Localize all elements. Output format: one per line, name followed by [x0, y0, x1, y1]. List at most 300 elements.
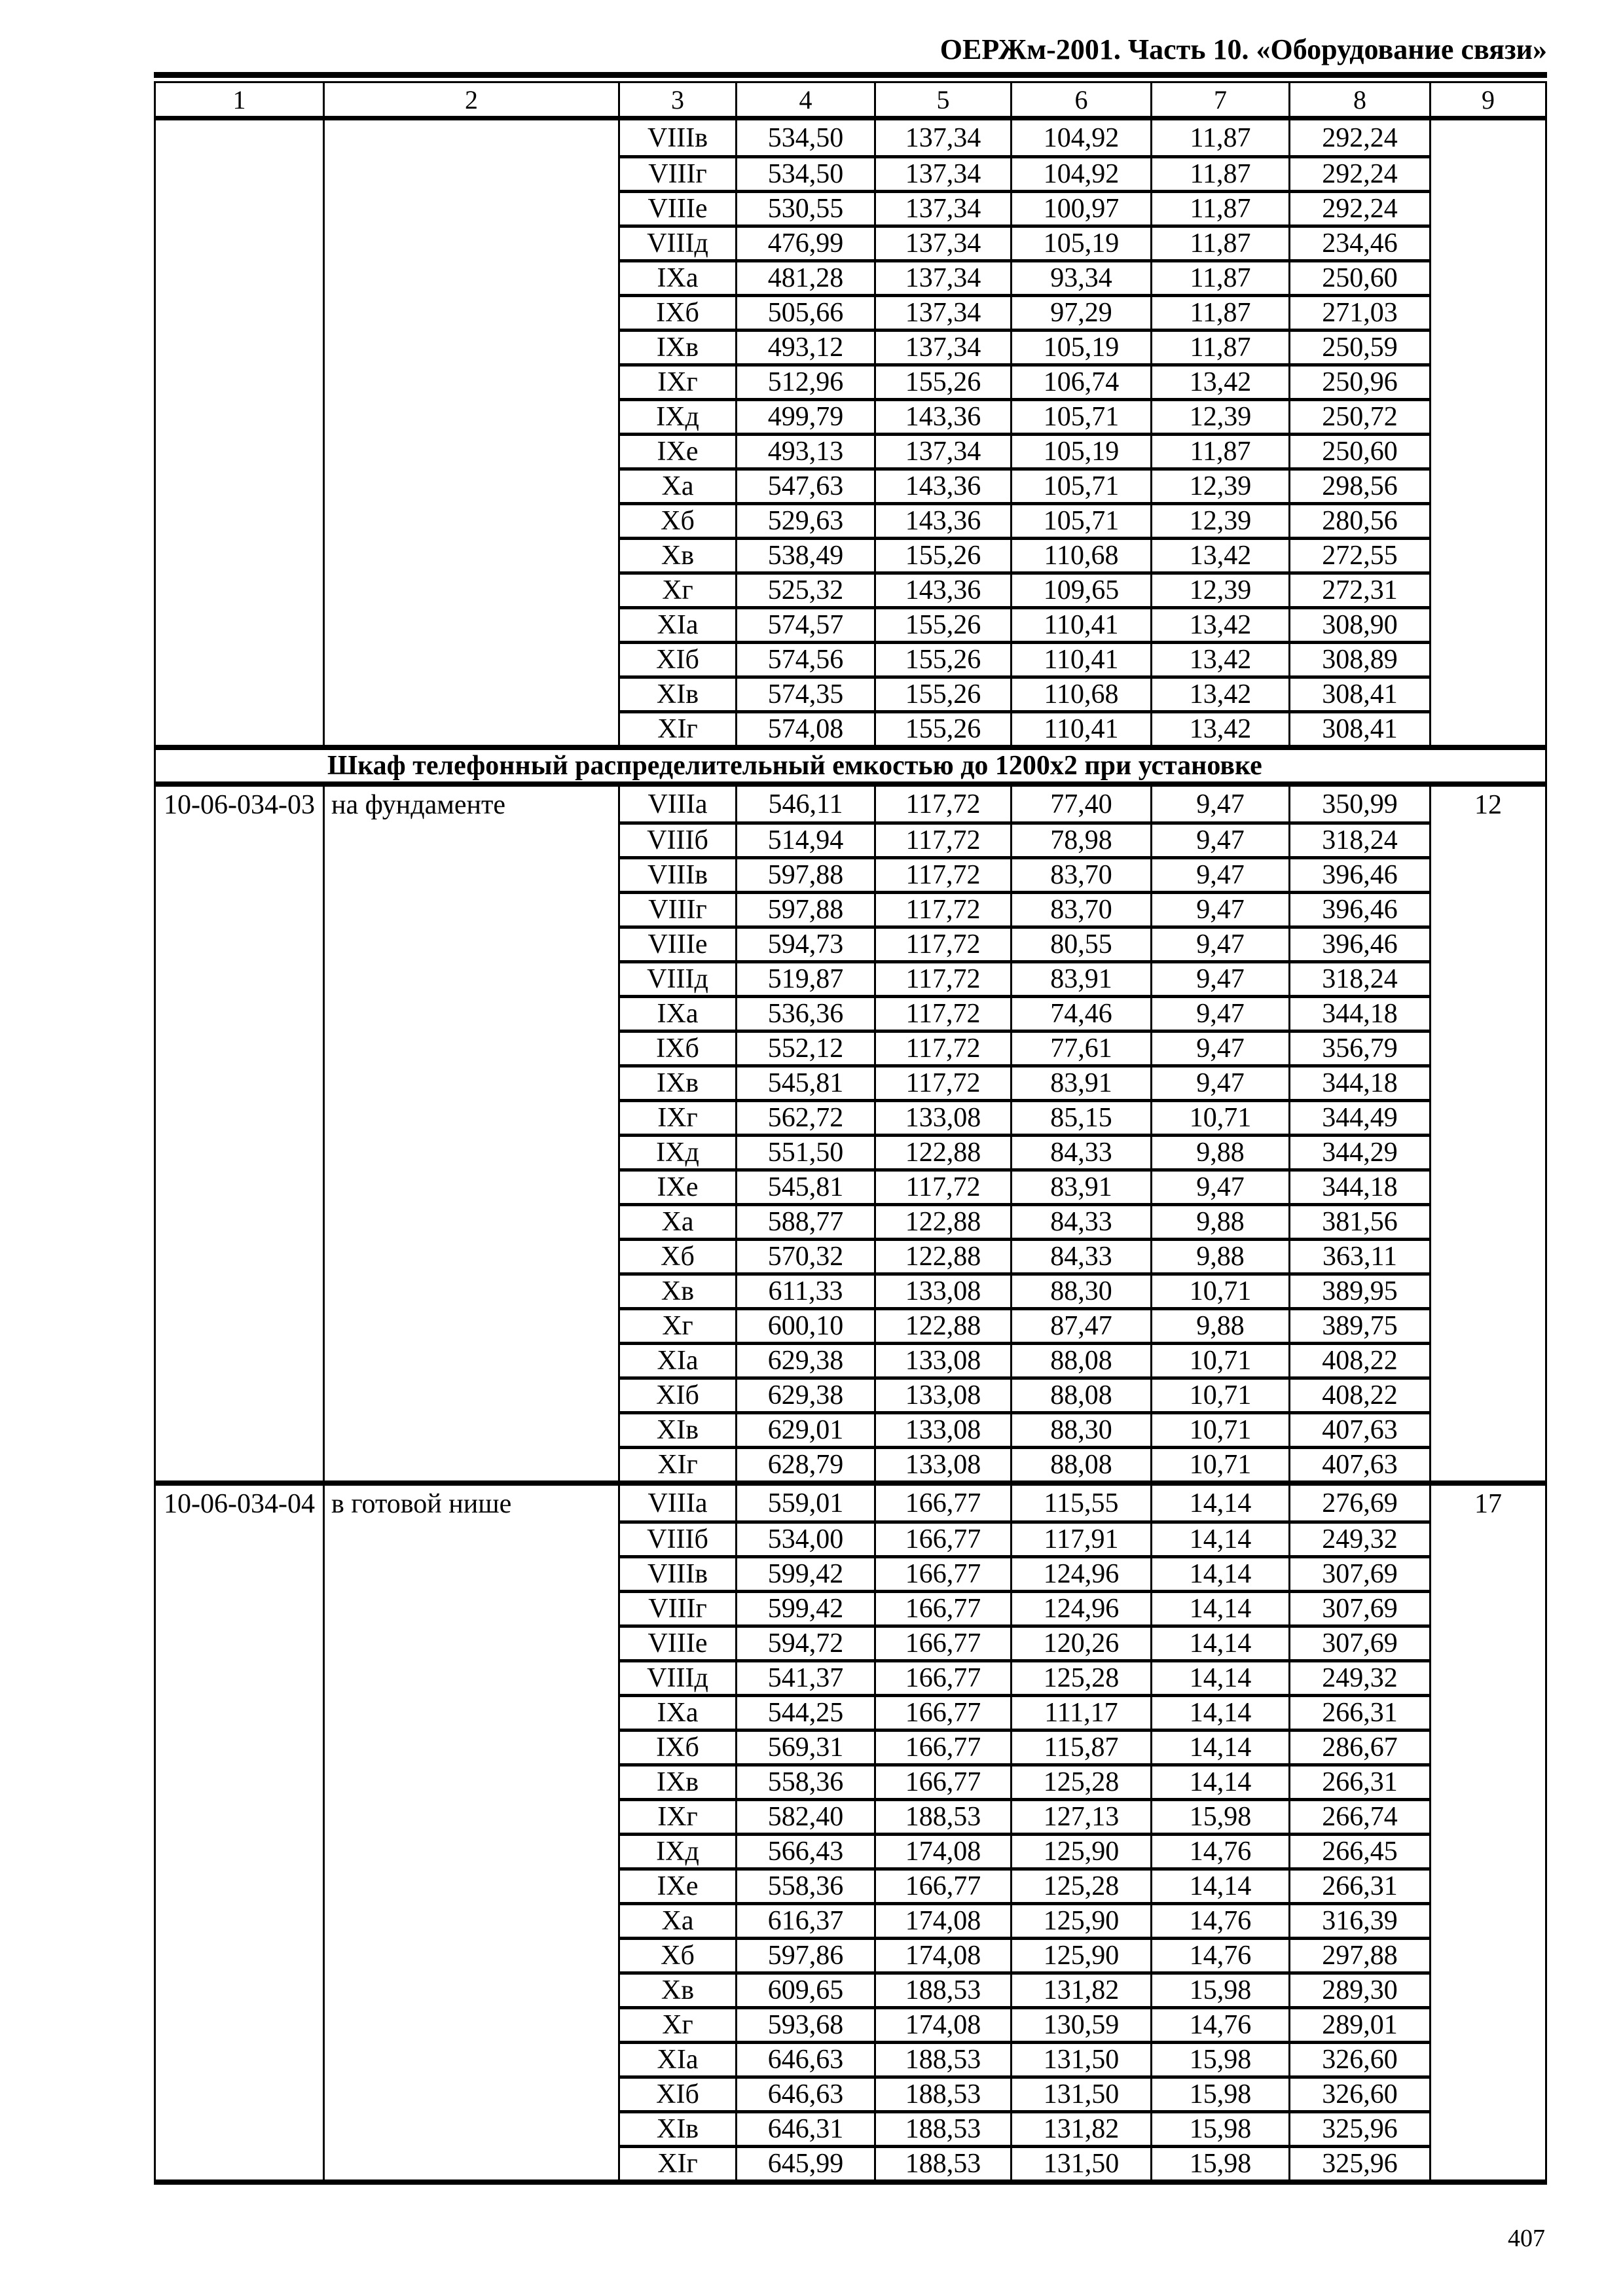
value-cell: 13,42	[1150, 710, 1288, 745]
zone-cell: Xб	[618, 502, 735, 537]
zone-cell: XIа	[618, 606, 735, 641]
zone-cell: Xв	[618, 1971, 735, 2006]
value-cell: 127,13	[1010, 1798, 1150, 1833]
value-cell: 133,08	[874, 1272, 1010, 1307]
group-header-row: Шкаф телефонный распределительный емкостью до 1200х2 при установке	[156, 745, 1545, 781]
value-cell: 10,71	[1150, 1446, 1288, 1480]
value-cell: 155,26	[874, 363, 1010, 398]
value-cell: 9,47	[1150, 1030, 1288, 1064]
zone-cell: VIIIв	[618, 856, 735, 891]
value-cell: 117,72	[874, 821, 1010, 856]
value-cell: 344,49	[1288, 1099, 1429, 1134]
value-cell: 174,08	[874, 2006, 1010, 2041]
value-cell: 9,47	[1150, 1168, 1288, 1203]
value-cell: 558,36	[735, 1763, 874, 1798]
zone-cell: Xа	[618, 467, 735, 502]
value-cell: 574,08	[735, 710, 874, 745]
value-cell: 562,72	[735, 1099, 874, 1134]
document-header: ОЕРЖм-2001. Часть 10. «Оборудование связи»	[939, 33, 1547, 65]
value-cell: 611,33	[735, 1272, 874, 1307]
value-cell: 166,77	[874, 1555, 1010, 1590]
value-cell: 9,47	[1150, 960, 1288, 995]
value-cell: 407,63	[1288, 1446, 1429, 1480]
value-cell: 646,31	[735, 2110, 874, 2145]
value-cell: 143,36	[874, 571, 1010, 606]
value-cell: 9,47	[1150, 1064, 1288, 1099]
value-cell: 552,12	[735, 1030, 874, 1064]
value-cell: 15,98	[1150, 2041, 1288, 2075]
value-cell: 133,08	[874, 1099, 1010, 1134]
code-cell: 10-06-034-04	[164, 1489, 315, 1519]
value-cell: 609,65	[735, 1971, 874, 2006]
zone-cell: VIIIг	[618, 155, 735, 190]
value-cell: 381,56	[1288, 1203, 1429, 1238]
value-cell: 326,60	[1288, 2075, 1429, 2110]
value-cell: 600,10	[735, 1307, 874, 1342]
zone-cell: IXд	[618, 1134, 735, 1168]
zone-cell: VIIIд	[618, 224, 735, 259]
value-cell: 559,01	[735, 1486, 874, 1520]
zone-cell: XIб	[618, 2075, 735, 2110]
value-cell: 100,97	[1010, 190, 1150, 224]
value-cell: 512,96	[735, 363, 874, 398]
value-cell: 15,98	[1150, 2110, 1288, 2145]
value-cell: 84,33	[1010, 1238, 1150, 1272]
value-cell: 188,53	[874, 1971, 1010, 2006]
value-cell: 9,47	[1150, 787, 1288, 821]
value-cell: 11,87	[1150, 120, 1288, 155]
value-cell: 9,47	[1150, 995, 1288, 1030]
value-cell: 10,71	[1150, 1342, 1288, 1376]
value-cell: 166,77	[874, 1694, 1010, 1729]
value-cell: 143,36	[874, 467, 1010, 502]
value-cell: 12,39	[1150, 502, 1288, 537]
value-cell: 137,34	[874, 155, 1010, 190]
value-cell: 266,45	[1288, 1833, 1429, 1867]
zone-cell: IXг	[618, 1798, 735, 1833]
value-cell: 599,42	[735, 1555, 874, 1590]
value-cell: 88,08	[1010, 1446, 1150, 1480]
value-cell: 646,63	[735, 2075, 874, 2110]
value-cell: 137,34	[874, 294, 1010, 329]
value-cell: 117,91	[1010, 1520, 1150, 1555]
value-cell: 12,39	[1150, 571, 1288, 606]
value-cell: 10,71	[1150, 1411, 1288, 1446]
value-cell: 166,77	[874, 1624, 1010, 1659]
value-cell: 582,40	[735, 1798, 874, 1833]
value-cell: 125,90	[1010, 1937, 1150, 1971]
value-cell: 234,46	[1288, 224, 1429, 259]
value-cell: 166,77	[874, 1729, 1010, 1763]
value-cell: 143,36	[874, 398, 1010, 433]
table-body	[154, 81, 1547, 2185]
zone-cell: Xг	[618, 571, 735, 606]
value-cell: 616,37	[735, 1902, 874, 1937]
value-cell: 546,11	[735, 787, 874, 821]
zone-cell: IXб	[618, 1030, 735, 1064]
zone-cell: IXа	[618, 259, 735, 294]
value-cell: 14,14	[1150, 1694, 1288, 1729]
zone-cell: VIIIг	[618, 1590, 735, 1624]
value-cell: 350,99	[1288, 787, 1429, 821]
value-cell: 97,29	[1010, 294, 1150, 329]
value-cell: 137,34	[874, 120, 1010, 155]
value-cell: 325,96	[1288, 2145, 1429, 2179]
value-cell: 529,63	[735, 502, 874, 537]
value-cell: 307,69	[1288, 1555, 1429, 1590]
value-cell: 525,32	[735, 571, 874, 606]
code-cell: 10-06-034-03	[164, 790, 315, 820]
value-cell: 13,42	[1150, 363, 1288, 398]
value-cell: 646,63	[735, 2041, 874, 2075]
value-cell: 133,08	[874, 1342, 1010, 1376]
value-cell: 271,03	[1288, 294, 1429, 329]
value-cell: 130,59	[1010, 2006, 1150, 2041]
table-section	[156, 120, 1545, 745]
value-cell: 534,00	[735, 1520, 874, 1555]
value-cell: 155,26	[874, 606, 1010, 641]
value-cell: 166,77	[874, 1659, 1010, 1694]
zone-cell: VIIIе	[618, 1624, 735, 1659]
value-cell: 574,35	[735, 675, 874, 710]
value-cell: 493,13	[735, 433, 874, 467]
zone-cell: Xб	[618, 1238, 735, 1272]
zone-cell: VIIIд	[618, 1659, 735, 1694]
value-cell: 105,19	[1010, 433, 1150, 467]
value-cell: 476,99	[735, 224, 874, 259]
value-cell: 628,79	[735, 1446, 874, 1480]
value-cell: 9,47	[1150, 891, 1288, 925]
column-number-cell: 2	[323, 83, 618, 116]
value-cell: 13,42	[1150, 641, 1288, 675]
value-cell: 117,72	[874, 995, 1010, 1030]
column-number-cell: 3	[618, 83, 735, 116]
value-cell: 174,08	[874, 1902, 1010, 1937]
value-cell: 594,72	[735, 1624, 874, 1659]
value-cell: 629,01	[735, 1411, 874, 1446]
zone-cell: XIг	[618, 1446, 735, 1480]
column-number-cell: 4	[735, 83, 874, 116]
value-cell: 545,81	[735, 1168, 874, 1203]
value-cell: 117,72	[874, 787, 1010, 821]
value-cell: 566,43	[735, 1833, 874, 1867]
zone-cell: VIIIа	[618, 1486, 735, 1520]
value-cell: 78,98	[1010, 821, 1150, 856]
quantity-cell	[1429, 120, 1545, 745]
value-cell: 110,41	[1010, 710, 1150, 745]
value-cell: 297,88	[1288, 1937, 1429, 1971]
page-number: 407	[1508, 2225, 1545, 2252]
zone-cell: XIб	[618, 1376, 735, 1411]
value-cell: 15,98	[1150, 2145, 1288, 2179]
value-cell: 188,53	[874, 2075, 1010, 2110]
value-cell: 14,14	[1150, 1590, 1288, 1624]
value-cell: 117,72	[874, 891, 1010, 925]
value-cell: 14,76	[1150, 2006, 1288, 2041]
value-cell: 272,31	[1288, 571, 1429, 606]
value-cell: 11,87	[1150, 294, 1288, 329]
value-cell: 117,72	[874, 1168, 1010, 1203]
value-cell: 249,32	[1288, 1520, 1429, 1555]
value-cell: 120,26	[1010, 1624, 1150, 1659]
value-cell: 188,53	[874, 2145, 1010, 2179]
zone-cell: Xв	[618, 537, 735, 571]
column-number-cell: 9	[1429, 83, 1545, 116]
value-cell: 266,74	[1288, 1798, 1429, 1833]
value-cell: 14,14	[1150, 1624, 1288, 1659]
zone-cell: XIб	[618, 641, 735, 675]
value-cell: 597,88	[735, 891, 874, 925]
zone-cell: Xг	[618, 1307, 735, 1342]
value-cell: 117,72	[874, 1064, 1010, 1099]
value-cell: 250,60	[1288, 433, 1429, 467]
zone-cell: XIг	[618, 710, 735, 745]
value-cell: 250,72	[1288, 398, 1429, 433]
value-cell: 110,41	[1010, 606, 1150, 641]
value-cell: 117,72	[874, 856, 1010, 891]
value-cell: 83,91	[1010, 960, 1150, 995]
quantity-cell: 17	[1429, 1486, 1545, 2179]
value-cell: 11,87	[1150, 329, 1288, 363]
value-cell: 266,31	[1288, 1763, 1429, 1798]
value-cell: 499,79	[735, 398, 874, 433]
table-top-rule	[154, 72, 1547, 78]
value-cell: 110,68	[1010, 537, 1150, 571]
value-cell: 105,19	[1010, 329, 1150, 363]
zone-cell: VIIIб	[618, 821, 735, 856]
value-cell: 131,50	[1010, 2041, 1150, 2075]
column-number-cell: 1	[232, 84, 246, 115]
value-cell: 534,50	[735, 120, 874, 155]
value-cell: 155,26	[874, 641, 1010, 675]
zone-cell: VIIIе	[618, 925, 735, 960]
value-cell: 481,28	[735, 259, 874, 294]
value-cell: 292,24	[1288, 190, 1429, 224]
value-cell: 166,77	[874, 1590, 1010, 1624]
value-cell: 85,15	[1010, 1099, 1150, 1134]
value-cell: 13,42	[1150, 606, 1288, 641]
value-cell: 558,36	[735, 1867, 874, 1902]
value-cell: 11,87	[1150, 224, 1288, 259]
value-cell: 407,63	[1288, 1411, 1429, 1446]
value-cell: 534,50	[735, 155, 874, 190]
value-cell: 276,69	[1288, 1486, 1429, 1520]
value-cell: 570,32	[735, 1238, 874, 1272]
value-cell: 166,77	[874, 1867, 1010, 1902]
value-cell: 83,70	[1010, 856, 1150, 891]
value-cell: 14,76	[1150, 1833, 1288, 1867]
value-cell: 318,24	[1288, 821, 1429, 856]
value-cell: 272,55	[1288, 537, 1429, 571]
value-cell: 280,56	[1288, 502, 1429, 537]
value-cell: 105,71	[1010, 398, 1150, 433]
zone-cell: IXб	[618, 294, 735, 329]
description-cell: на фундаменте	[323, 787, 618, 1480]
value-cell: 174,08	[874, 1937, 1010, 1971]
value-cell: 80,55	[1010, 925, 1150, 960]
value-cell: 109,65	[1010, 571, 1150, 606]
value-cell: 308,41	[1288, 710, 1429, 745]
description-cell	[323, 120, 618, 745]
value-cell: 137,34	[874, 433, 1010, 467]
zone-cell: IXв	[618, 329, 735, 363]
zone-cell: IXв	[618, 1763, 735, 1798]
zone-cell: XIг	[618, 2145, 735, 2179]
value-cell: 505,66	[735, 294, 874, 329]
zone-cell: VIIIа	[618, 787, 735, 821]
value-cell: 131,82	[1010, 1971, 1150, 2006]
value-cell: 122,88	[874, 1134, 1010, 1168]
estimates-table	[154, 72, 1547, 2185]
value-cell: 289,01	[1288, 2006, 1429, 2041]
quantity-cell: 12	[1429, 787, 1545, 1480]
zone-cell: IXд	[618, 398, 735, 433]
value-cell: 166,77	[874, 1486, 1010, 1520]
value-cell: 131,50	[1010, 2145, 1150, 2179]
value-cell: 83,70	[1010, 891, 1150, 925]
value-cell: 250,59	[1288, 329, 1429, 363]
value-cell: 15,98	[1150, 1798, 1288, 1833]
value-cell: 326,60	[1288, 2041, 1429, 2075]
value-cell: 14,14	[1150, 1520, 1288, 1555]
value-cell: 188,53	[874, 2041, 1010, 2075]
value-cell: 599,42	[735, 1590, 874, 1624]
value-cell: 629,38	[735, 1376, 874, 1411]
value-cell: 122,88	[874, 1238, 1010, 1272]
value-cell: 84,33	[1010, 1203, 1150, 1238]
value-cell: 344,18	[1288, 1064, 1429, 1099]
value-cell: 597,86	[735, 1937, 874, 1971]
value-cell: 88,30	[1010, 1272, 1150, 1307]
value-cell: 14,76	[1150, 1937, 1288, 1971]
zone-cell: Xв	[618, 1272, 735, 1307]
value-cell: 12,39	[1150, 467, 1288, 502]
column-number-cell: 5	[874, 83, 1010, 116]
value-cell: 77,40	[1010, 787, 1150, 821]
value-cell: 9,47	[1150, 925, 1288, 960]
column-number-cell: 6	[1010, 83, 1150, 116]
value-cell: 9,47	[1150, 821, 1288, 856]
zone-cell: Xа	[618, 1902, 735, 1937]
value-cell: 9,88	[1150, 1203, 1288, 1238]
value-cell: 250,96	[1288, 363, 1429, 398]
value-cell: 10,71	[1150, 1099, 1288, 1134]
column-number-cell: 8	[1288, 83, 1429, 116]
zone-cell: IXб	[618, 1729, 735, 1763]
zone-cell: IXа	[618, 1694, 735, 1729]
value-cell: 105,71	[1010, 467, 1150, 502]
value-cell: 536,36	[735, 995, 874, 1030]
zone-cell: VIIIв	[618, 120, 735, 155]
value-cell: 14,14	[1150, 1729, 1288, 1763]
value-cell: 84,33	[1010, 1134, 1150, 1168]
value-cell: 14,14	[1150, 1763, 1288, 1798]
value-cell: 396,46	[1288, 891, 1429, 925]
value-cell: 106,74	[1010, 363, 1150, 398]
value-cell: 645,99	[735, 2145, 874, 2179]
value-cell: 88,08	[1010, 1342, 1150, 1376]
value-cell: 188,53	[874, 1798, 1010, 1833]
value-cell: 9,88	[1150, 1134, 1288, 1168]
value-cell: 389,95	[1288, 1272, 1429, 1307]
value-cell: 115,55	[1010, 1486, 1150, 1520]
description-cell: в готовой нише	[323, 1486, 618, 2179]
value-cell: 88,08	[1010, 1376, 1150, 1411]
value-cell: 530,55	[735, 190, 874, 224]
code-cell	[156, 120, 323, 745]
value-cell: 77,61	[1010, 1030, 1150, 1064]
value-cell: 131,82	[1010, 2110, 1150, 2145]
value-cell: 111,17	[1010, 1694, 1150, 1729]
zone-cell: IXг	[618, 363, 735, 398]
value-cell: 87,47	[1010, 1307, 1150, 1342]
value-cell: 117,72	[874, 925, 1010, 960]
value-cell: 83,91	[1010, 1168, 1150, 1203]
value-cell: 166,77	[874, 1520, 1010, 1555]
value-cell: 574,56	[735, 641, 874, 675]
value-cell: 155,26	[874, 710, 1010, 745]
zone-cell: XIа	[618, 2041, 735, 2075]
table-section	[156, 1480, 1545, 2179]
value-cell: 316,39	[1288, 1902, 1429, 1937]
value-cell: 545,81	[735, 1064, 874, 1099]
value-cell: 143,36	[874, 502, 1010, 537]
zone-cell: Xа	[618, 1203, 735, 1238]
table-header-row	[156, 83, 1545, 120]
value-cell: 308,90	[1288, 606, 1429, 641]
value-cell: 88,30	[1010, 1411, 1150, 1446]
value-cell: 11,87	[1150, 190, 1288, 224]
value-cell: 9,88	[1150, 1307, 1288, 1342]
value-cell: 74,46	[1010, 995, 1150, 1030]
value-cell: 93,34	[1010, 259, 1150, 294]
value-cell: 15,98	[1150, 1971, 1288, 2006]
value-cell: 9,88	[1150, 1238, 1288, 1272]
zone-cell: VIIIб	[618, 1520, 735, 1555]
value-cell: 308,89	[1288, 641, 1429, 675]
value-cell: 133,08	[874, 1376, 1010, 1411]
value-cell: 137,34	[874, 190, 1010, 224]
value-cell: 356,79	[1288, 1030, 1429, 1064]
value-cell: 13,42	[1150, 675, 1288, 710]
value-cell: 105,71	[1010, 502, 1150, 537]
value-cell: 14,76	[1150, 1902, 1288, 1937]
zone-cell: VIIIв	[618, 1555, 735, 1590]
zone-cell: IXв	[618, 1064, 735, 1099]
value-cell: 408,22	[1288, 1342, 1429, 1376]
value-cell: 188,53	[874, 2110, 1010, 2145]
value-cell: 122,88	[874, 1203, 1010, 1238]
value-cell: 547,63	[735, 467, 874, 502]
zone-cell: IXа	[618, 995, 735, 1030]
value-cell: 538,49	[735, 537, 874, 571]
value-cell: 551,50	[735, 1134, 874, 1168]
zone-cell: Xб	[618, 1937, 735, 1971]
value-cell: 9,47	[1150, 856, 1288, 891]
value-cell: 14,14	[1150, 1486, 1288, 1520]
value-cell: 266,31	[1288, 1694, 1429, 1729]
zone-cell: IXе	[618, 1168, 735, 1203]
value-cell: 125,90	[1010, 1833, 1150, 1867]
value-cell: 117,72	[874, 1030, 1010, 1064]
zone-cell: XIв	[618, 2110, 735, 2145]
value-cell: 569,31	[735, 1729, 874, 1763]
value-cell: 131,50	[1010, 2075, 1150, 2110]
value-cell: 307,69	[1288, 1590, 1429, 1624]
value-cell: 115,87	[1010, 1729, 1150, 1763]
value-cell: 10,71	[1150, 1272, 1288, 1307]
value-cell: 133,08	[874, 1411, 1010, 1446]
